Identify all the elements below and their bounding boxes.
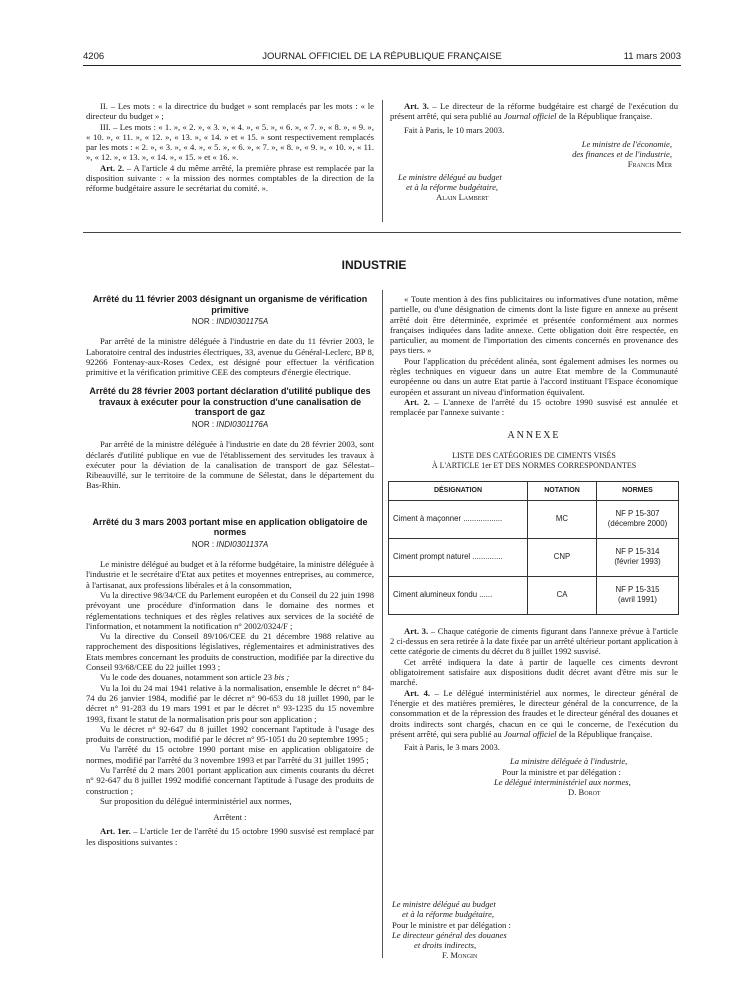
decree-title: Arrêté du 11 février 2003 désignant un organisme de vérification primitive [92, 294, 368, 315]
signature-title: Pour la ministre et par délégation : [502, 766, 621, 777]
norme-date: (avril 1991) [618, 595, 657, 605]
journal-ref: Journal officiel [503, 111, 557, 122]
article-label: Art. 2. [100, 162, 125, 173]
paragraph: Vu l'arrêté du 2 mars 2001 portant application aux ciments courants du décret n° 92-647 du 8 juillet 1992 modifié concernant l'aptitude à l'usage des produits de construction ; [86, 765, 374, 796]
decree-title: Arrêté du 3 mars 2003 portant mise en application obligatoire de normes [92, 516, 368, 538]
paragraph: Vu le décret n° 92-647 du 8 juillet 1992 concernant l'aptitude à l'usage des produits de construction, modifié par le décret n° 95-1051 du 20 septembre 1995 ; [86, 723, 374, 745]
article-label: Art. 3. [404, 101, 429, 111]
article-label: Art. 2. [404, 396, 430, 407]
journal-ref: Journal officiel [503, 728, 557, 739]
column-divider [382, 100, 383, 222]
article-text: – L'annexe de l'arrêté du 15 octobre 1990 susvisé est annulée et remplacée par l'annexe suivante : [390, 396, 678, 418]
annex-title: ANNEXE [507, 429, 561, 441]
nor-reference [86, 317, 374, 327]
journal-title: JOURNAL OFFICIEL DE LA RÉPUBLIQUE FRANÇAISE [262, 51, 502, 62]
article-2-paragraph [390, 397, 678, 418]
notation-cell: CA [528, 576, 597, 614]
signature-block [390, 756, 678, 797]
annex-subtitle: LISTE DES CATÉGORIES DE CIMENTS VISÉS [452, 450, 616, 460]
paragraph: Vu l'arrêté du 15 octobre 1990 portant mise en application obligatoire de normes, modifié par l'arrêté du 3 novembre 1993 et par l'arrêté du 31 juillet 1995 ; [86, 744, 374, 765]
page-number: 4206 [83, 51, 105, 62]
paragraph: II. – Les mots : « la directrice du budget » sont remplacés par les mots : « le directeur du budget » ; [86, 101, 374, 122]
nor-code: INDI0301176A [216, 419, 269, 429]
left-column [86, 294, 374, 847]
norme-date: (décembre 2000) [607, 519, 668, 529]
top-right-column [390, 101, 678, 203]
paragraph: « Toute mention à des fins publicitaires ou informatives d'une notation, même partielle, ou d'une désignation de ciments dont la liste figure en annexe au présent arrêté doit être déterminée, exprimée et présentée conformément aux normes françaises indiquées dans ladite annexe. Cette obligation doit être respectée, en particulier, au moment de l'importation des ciments concernés en provenance des pays tiers. » [390, 294, 678, 356]
nor-label: NOR : [191, 539, 217, 549]
article-text: – A l'article 4 du même arrêté, la première phrase est remplacée par la disposition suivante : « la mission des normes comptables de la direction de la réforme budgétaire assure le secrétariat du comité. ». [86, 162, 374, 194]
place-date: Fait à Paris, le 10 mars 2003. [404, 124, 505, 135]
column-header: NORMES [597, 481, 679, 500]
notation-cell: CNP [528, 538, 597, 576]
signature-title: Le ministre délégué au budget [398, 171, 502, 182]
article-label: Art. 1er. [100, 826, 131, 837]
table-row [389, 538, 679, 576]
paragraph: Vu la loi du 24 mai 1941 relative à la normalisation, ensemble le décret n° 84-74 du 26 janvier 1984, modifié par le décret n° 90-653 du 18 juillet 1990, par le décret n° 91-283 du 19 mars 1991 et par le décret n° 93-1235 du 15 novembre 1993, fixant le statut de la normalisation pris pour son application ; [86, 682, 374, 724]
paragraph: III. – Les mots : « 1. », « 2. », « 3. », « 4. », « 5. », « 6. », « 7. », « 8. », « 9. », « 10. », « 11. », « 12. », « 13. », « 14. » et « 15. » sont respectivement remplacés par les mots : « 2. », « 3. », « 4. », « 5. », « 6. », « 7. », « 8. », « 9. », « 10. », « 11. », « 12. », « 13. », « 14. », « 15. » et « 16. ». [86, 121, 374, 163]
place-date: Fait à Paris, le 3 mars 2003. [404, 742, 500, 753]
signature-title: Le délégué interministériel aux normes, [494, 777, 631, 788]
cement-table [388, 481, 679, 615]
paragraph: Pour l'application du précédent alinéa, sont également admises les normes ou règles techniques en vigueur dans un autre Etat membre de la Communauté européenne ou dans un autre Etat partie à l'accord instituant l'Espace économique européen et assurant un niveau d'information équivalent. [390, 355, 678, 397]
article-3-paragraph [390, 626, 678, 657]
top-left-column [86, 101, 374, 194]
signature-block [390, 139, 678, 170]
article-text: de la République française. [556, 728, 653, 739]
decree-body: Par arrêté de la ministre déléguée à l'industrie en date du 11 février 2003, le Laboratoire central des industries électriques, 33, avenue du Général-Leclerc, BP 8, 92266 Fontenay-aux-Roses Cedex, est désigné pour effectuer la vérification primitive et la vérification primitive CEE des compteurs d'énergie électrique. [86, 336, 374, 378]
article-text: – Le directeur de la réforme budgétaire est chargé de l'exécution du présent arrêté, qui sera publié au [390, 101, 678, 122]
section-title: INDUSTRIE [341, 258, 407, 272]
paragraph-text: bis ; [274, 672, 290, 683]
paragraph: Vu la directive 98/34/CE du Parlement européen et du Conseil du 22 juin 1998 prévoyant une procédure d'information dans le domaine des normes et réglementations techniques et des règles relatives aux services de la société de l'information, et notamment la notification n° 2002/0324/F ; [86, 589, 374, 631]
signature-title: La ministre déléguée à l'industrie, [510, 756, 628, 767]
paragraph: Le ministre délégué au budget et à la réforme budgétaire, la ministre déléguée à l'industrie et le secrétaire d'Etat aux petites et moyennes entreprises, au commerce, à l'artisanat, aux professions libérales et à la consommation, [86, 559, 374, 590]
article-1-paragraph [86, 826, 374, 847]
nor-reference [86, 420, 374, 430]
designation-cell: Ciment alumineux fondu ...... [389, 576, 528, 614]
signature-title: et à la réforme budgétaire, [406, 182, 499, 193]
norme-cell [597, 576, 679, 614]
issue-date: 11 mars 2003 [623, 51, 681, 62]
signature-title: Le directeur général des douanes [392, 929, 507, 940]
article-text: – L'article 1er de l'arrêté du 15 octobre 1990 susvisé est remplacé par les dispositions suivantes : [86, 826, 375, 847]
decree-title: Arrêté du 28 février 2003 portant déclaration d'utilité publique des travaux à exécuter pour la construction d'une canalisation de transport de gaz [89, 386, 371, 418]
nor-reference [86, 540, 374, 550]
column-header: DÉSIGNATION [389, 481, 528, 500]
signatory-name: F. Mongin [442, 950, 478, 961]
signature-title: Le ministre de l'économie, [581, 138, 672, 149]
norme-code: NF P 15-307 [615, 509, 660, 519]
signature-title: des finances et de l'industrie, [572, 149, 672, 160]
paragraph-text: Vu le code des douanes, notamment son article 23 [100, 672, 275, 683]
table-row [389, 500, 679, 538]
signature-title: Le ministre délégué au budget [392, 899, 496, 909]
signature-title: Pour le ministre et par délégation : [392, 919, 511, 930]
norme-code: NF P 15-315 [615, 585, 660, 595]
column-header: NOTATION [528, 481, 597, 500]
header-rule [83, 65, 681, 66]
signature-title: et droits indirects, [414, 940, 477, 951]
signature-block [390, 172, 678, 203]
article-4-paragraph [390, 688, 678, 739]
article-label: Art. 4. [404, 687, 431, 698]
table-row [389, 576, 679, 614]
signatory-name: Alain Lambert [436, 192, 489, 203]
nor-label: NOR : [191, 317, 217, 326]
decree-body: Par arrêté de la ministre déléguée à l'industrie en date du 28 février 2003, sont déclarés d'utilité publique en vue de l'établissement des servitudes les travaux à exécuter pour la déviation de la canalisation de transport de gaz Sélestat–Ribeauvillé, sur le territoire de la commune de Sélestat, dans le département du Bas-Rhin. [86, 439, 374, 491]
designation-cell: Ciment prompt naturel .............. [389, 538, 528, 576]
nor-code: INDI0301137A [216, 539, 269, 549]
paragraph [86, 672, 374, 682]
norme-code: NF P 15-314 [615, 547, 660, 557]
signature-block [392, 899, 642, 961]
page-header [83, 51, 681, 65]
paragraph: Sur proposition du délégué interministériel aux normes, [100, 795, 292, 806]
article-text: de la République française. [556, 111, 653, 122]
column-divider [382, 290, 383, 958]
article-text: – Chaque catégorie de ciments figurant dans l'annexe prévue à l'article 2 ci-dessus en sera retirée à la date fixée par un arrêté ultérieur portant application à cette catégorie de ciments du décret du 8 juillet 1992 susvisé. [390, 625, 679, 657]
arretent: Arrêtent : [213, 812, 247, 823]
article-label: Art. 3. [404, 625, 429, 636]
section-rule [83, 232, 681, 233]
designation-cell: Ciment à maçonner .................. [389, 500, 528, 538]
article-text: – Le délégué interministériel aux normes, le directeur général de l'énergie et des matières premières, le directeur général de la concurrence, de la consommation et de la répression des fraudes et le directeur général des douanes et droits indirects sont chargés, chacun en ce qui le concerne, de l'exécution du présent arrêté, qui sera publié au [390, 687, 679, 739]
norme-cell [597, 500, 679, 538]
right-column [390, 294, 678, 798]
signature-title: et à la réforme budgétaire, [402, 909, 495, 920]
decree-body [86, 559, 374, 847]
paragraph: Cet arrêté indiquera la date à partir de laquelle ces ciments devront obligatoirement satisfaire aux dispositions dudit décret avant d'être mis sur le marché. [390, 656, 678, 688]
signatory-name: Francis Mer [627, 159, 672, 170]
notation-cell: MC [528, 500, 597, 538]
signatory-name: D. Borot [568, 787, 601, 798]
norme-date: (février 1993) [614, 557, 661, 567]
article-3-paragraph [390, 101, 678, 122]
nor-label: NOR : [191, 419, 217, 429]
annex-subtitle: À L'ARTICLE 1er ET DES NORMES CORRESPONDANTES [431, 460, 637, 470]
norme-cell [597, 538, 679, 576]
nor-code: INDI0301175A [216, 317, 269, 326]
table-header-row [389, 481, 679, 500]
article-2-paragraph [86, 163, 374, 194]
paragraph: Vu la directive du Conseil 89/106/CEE du 21 décembre 1988 relative au rapprochement des dispositions législatives, réglementaires et administratives des Etats membres concernant les produits de construction, modifiée par la directive du Conseil 93/68/CEE du 22 juillet 1993 ; [86, 631, 374, 673]
